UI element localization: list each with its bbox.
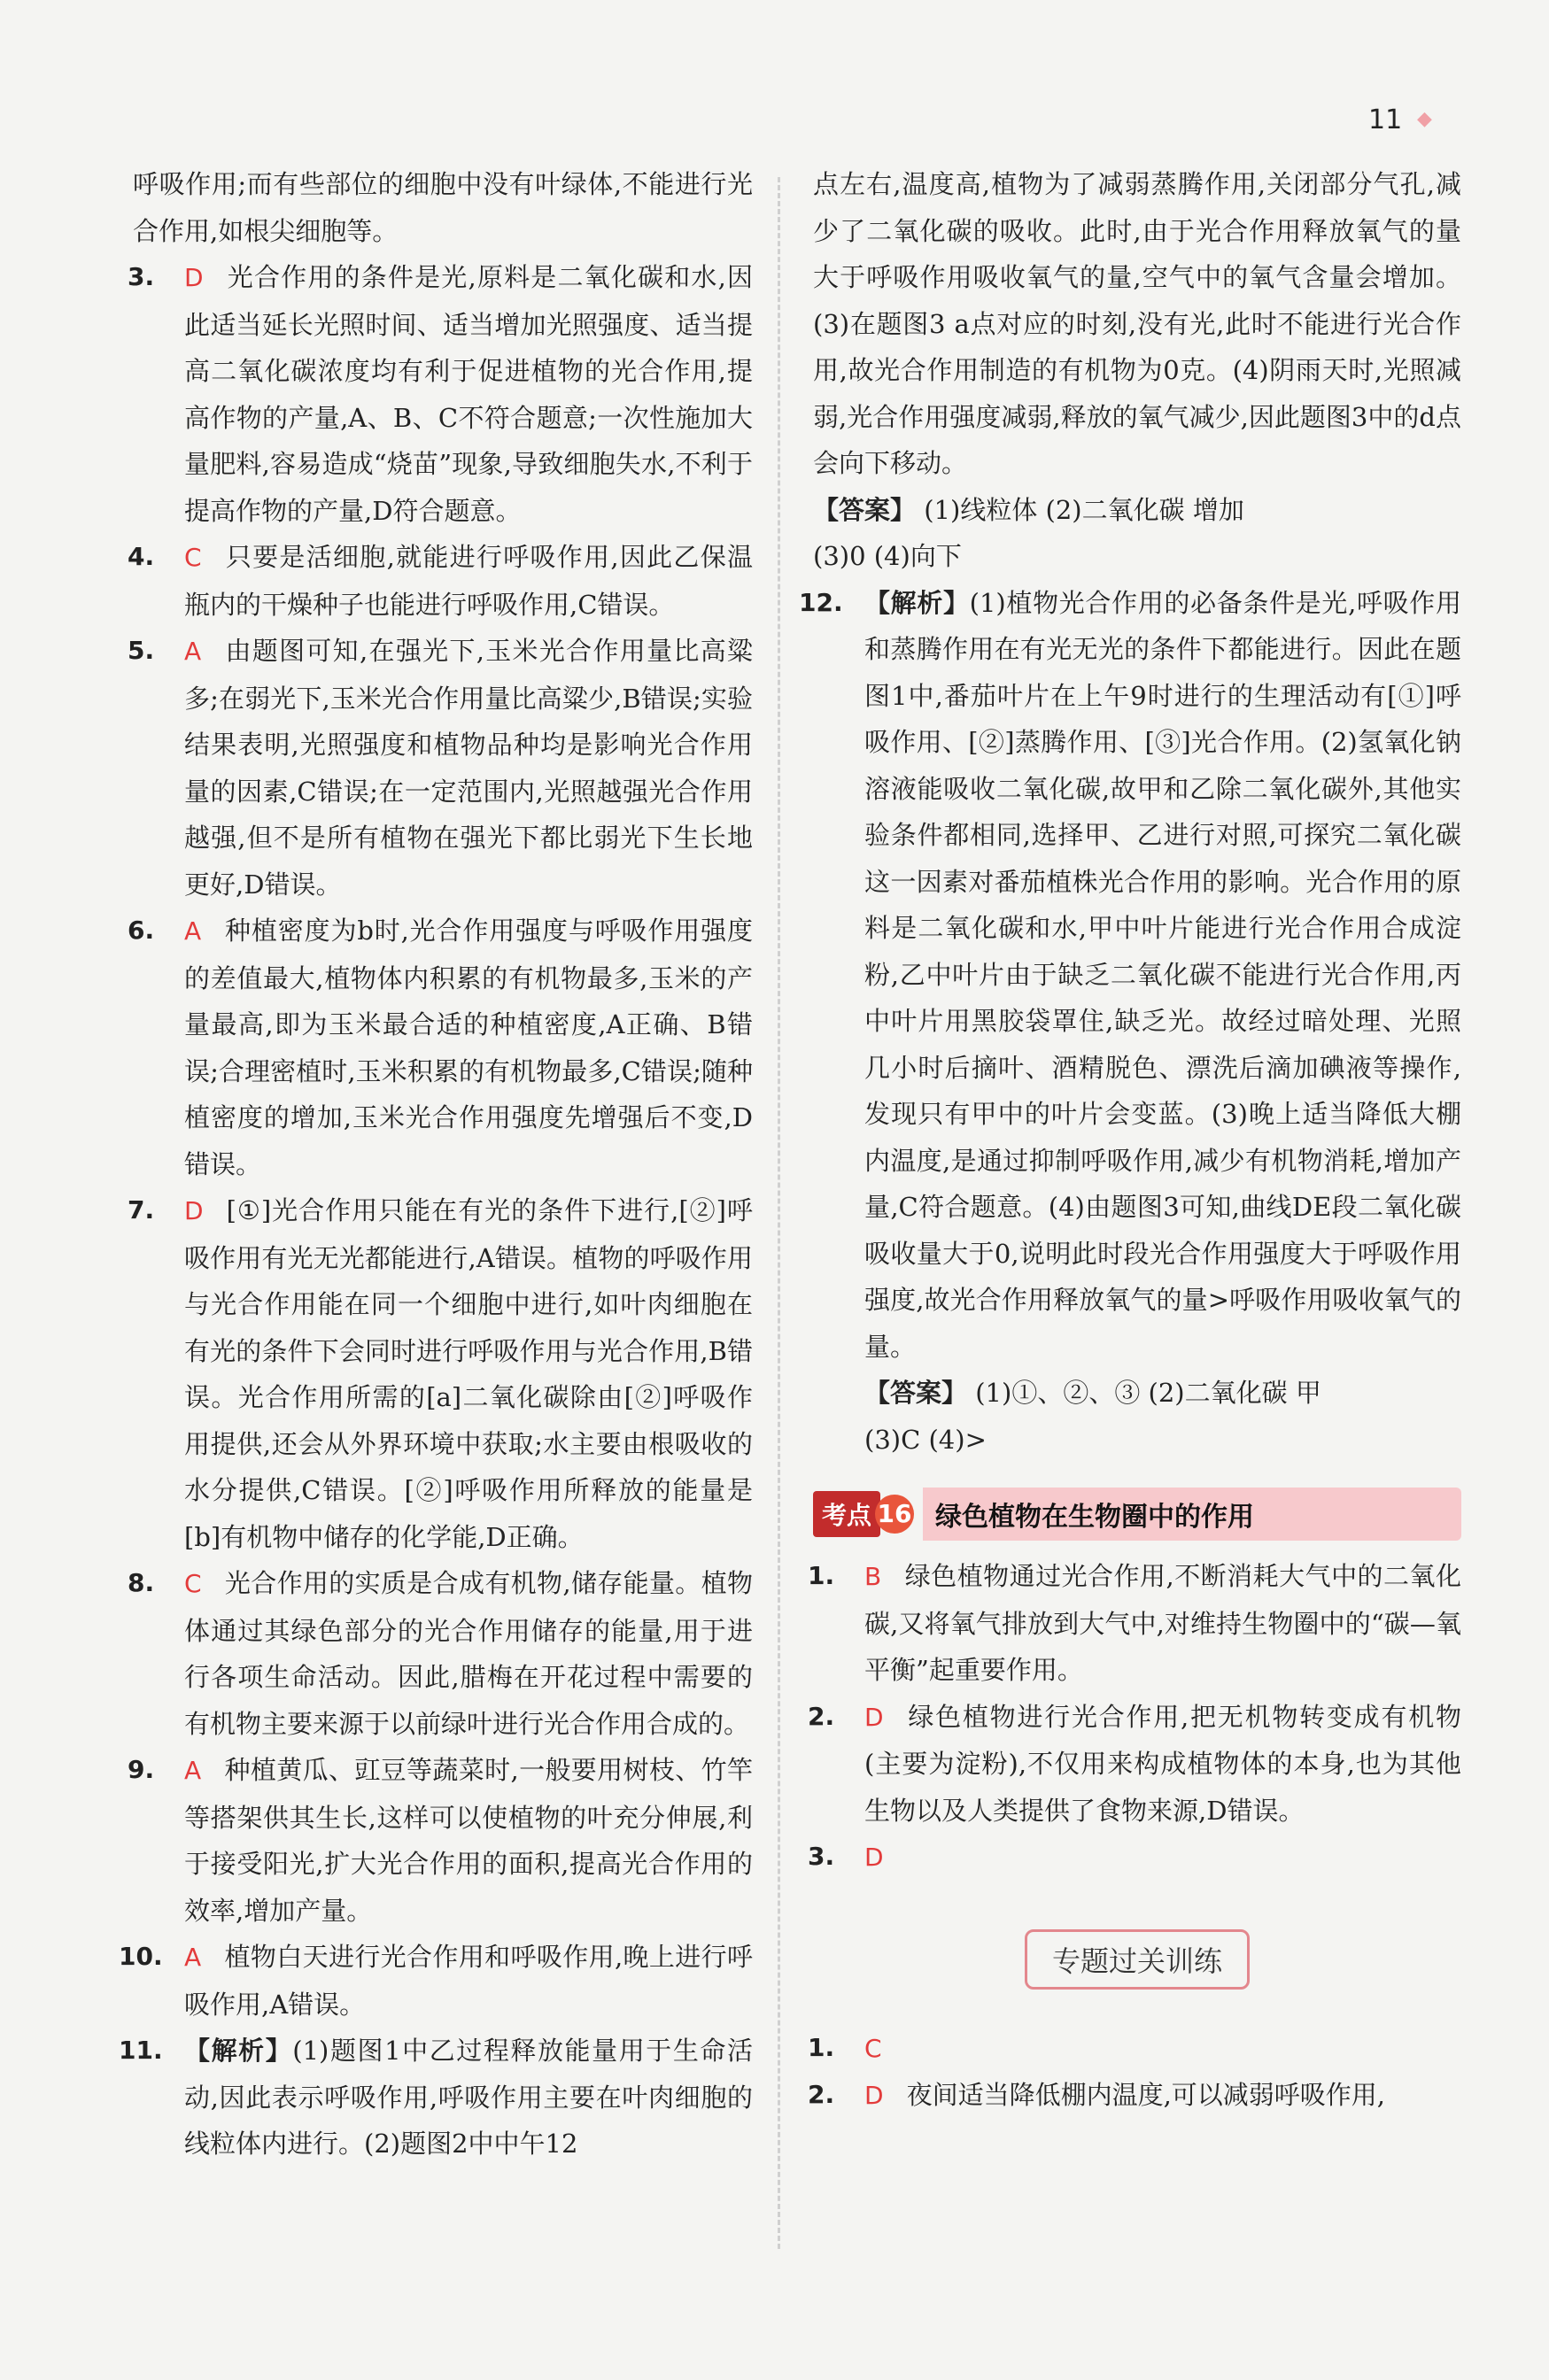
q12-answer: 【答案】 (1)①、②、③ (2)二氧化碳 甲 [864,1378,1321,1408]
answer-item-5: 5. A 由题图可知,在强光下,玉米光合作用量比高粱多;在弱光下,玉米光合作用量比高粱少,B错误;实验结果表明,光照强度和植物品种均是影响光合作用量的因素,C错误;在一定范围内,光照越强光合作用越强,但不是所有植物在强光下都比弱光下生长地更好,D错误。 [128,636,753,900]
training-item-2: 2. D 夜间适当降低棚内温度,可以减弱呼吸作用, [808,2080,1385,2110]
page-number: 11 [1368,104,1403,135]
section-item-3: 3. D [808,1842,884,1872]
answer-letter: A [184,637,202,666]
q11-continuation: 点左右,温度高,植物为了减弱蒸腾作用,关闭部分气孔,减少了二氧化碳的吸收。此时,由于光合作用释放氧气的量大于呼吸作用吸收氧气的量,空气中的氧气含量会增加。(3)在题图3 a点对应的时刻,没有光,此时不能进行光合作用,故光合作用制造的有机物为0克。(4)阴雨天时,光照减弱,光合作用强度减弱,释放的氧气减少,因此题图3中的d点会向下移动。 [813,169,1461,478]
right-column [799,161,1461,2120]
answer-item-8: 8. C 光合作用的实质是合成有机物,储存能量。植物体通过其绿色部分的光合作用储存的能量,用于进行各项生命活动。因此,腊梅在开花过程中需要的有机物主要来源于以前绿叶进行光合作用合成的。 [128,1568,753,1739]
answer-letter: B [864,1562,882,1591]
answer-item-11: 11. 【解析】(1)题图1中乙过程释放能量用于生命活动,因此表示呼吸作用,呼吸作用主要在叶肉细胞的线粒体内进行。(2)题图2中中午12 [119,2036,753,2159]
q11-answer: 【答案】 (1)线粒体 (2)二氧化碳 增加 [813,494,1244,525]
answer-letter: C [864,2033,882,2063]
training-item-1: 1. C [808,2032,882,2063]
answer-tag: 【答案】 [864,1378,968,1408]
answer-letter: D [864,2081,884,2110]
answer-item-9: 9. A 种植黄瓜、豇豆等蔬菜时,一般要用树枝、竹竿等搭架供其生长,这样可以使植物的叶充分伸展,利于接受阳光,扩大光合作用的面积,提高光合作用的效率,增加产量。 [128,1755,753,1926]
answer-letter: A [184,1943,202,1972]
section-item-2: 2. D 绿色植物进行光合作用,把无机物转变成有机物(主要为淀粉),不仅用来构成植物体的本身,也为其他生物以及人类提供了食物来源,D错误。 [808,1701,1461,1826]
answer-item-10: 10. A 植物白天进行光合作用和呼吸作用,晚上进行呼吸作用,A错误。 [119,1942,753,2020]
section-title: 绿色植物在生物圈中的作用 [923,1488,1461,1541]
column-divider [778,177,780,2249]
answer-item-6: 6. A 种植密度为b时,光合作用强度与呼吸作用强度的差值最大,植物体内积累的有机物最多,玉米的产量最高,即为玉米最合适的种植密度,A正确、B错误;合理密植时,玉米积累的有机物最多,C错误;随种植密度的增加,玉米光合作用强度先增强后不变,D错误。 [128,916,753,1179]
q11-answer-line2: (3)0 (4)向下 [813,541,962,571]
answer-letter: D [864,1702,884,1732]
training-header [813,1929,1461,1990]
answer-letter: C [184,543,202,572]
answer-letter: A [184,1756,202,1785]
section-item-1: 1. B 绿色植物通过光合作用,不断消耗大气中的二氧化碳,又将氧气排放到大气中,对维持生物圈中的“碳—氧平衡”起重要作用。 [808,1561,1461,1685]
answer-item-7: 7. D [①]光合作用只能在有光的条件下进行,[②]呼吸作用有光无光都能进行,A错误。植物的呼吸作用与光合作用能在同一个细胞中进行,如叶肉细胞在有光的条件下会同时进行呼吸作用与光合作用,B错误。光合作用所需的[a]二氧化碳除由[②]呼吸作用提供,还会从外界环境中获取;水主要由根吸收的水分提供,C错误。[②]呼吸作用所释放的能量是[b]有机物中储存的化学能,D正确。 [128,1195,753,1552]
left-column [119,161,753,2168]
analysis-tag: 【解析】 [864,587,970,618]
answer-item-3: 3. D 光合作用的条件是光,原料是二氧化碳和水,因此适当延长光照时间、适当增加光照强度、适当提高二氧化碳浓度均有利于促进植物的光合作用,提高作物的产量,A、B、C不符合题意;一次性施加大量肥料,容易造成“烧苗”现象,导致细胞失水,不利于提高作物的产量,D符合题意。 [128,262,753,526]
answer-letter: A [184,916,202,946]
diamond-icon: ◆ [1417,108,1432,130]
answer-item-12: 12. 【解析】(1)植物光合作用的必备条件是光,呼吸作用和蒸腾作用在有光无光的条件下都能进行。因此在题图1中,番茄叶片在上午9时进行的生理活动有[①]呼吸作用、[②]蒸腾作用、[③]光合作用。(2)氢氧化钠溶液能吸收二氧化碳,故甲和乙除二氧化碳外,其他实验条件都相同,选择甲、乙进行对照,可探究二氧化碳这一因素对番茄植株光合作用的影响。光合作用的原料是二氧化碳和水,甲中叶片能进行光合作用合成淀粉,乙中叶片由于缺乏二氧化碳不能进行光合作用,丙中叶片用黑胶袋罩住,缺乏光。故经过暗处理、光照几小时后摘叶、酒精脱色、漂洗后滴加碘液等操作,发现只有甲中的叶片会变蓝。(3)晚上适当降低大棚内温度,是通过抑制呼吸作用,减少有机物消耗,增加产量,C符合题意。(4)由题图3可知,曲线DE段二氧化碳吸收量大于0,说明此时段光合作用强度大于呼吸作用强度,故光合作用释放氧气的量>呼吸作用吸收氧气的量。 [799,587,1461,1362]
intro-text: 呼吸作用;而有些部位的细胞中没有叶绿体,不能进行光合作用,如根尖细胞等。 [133,169,753,246]
q12-answer-line2: (3)C (4)> [864,1424,987,1455]
section-badge: 考点 [813,1491,880,1537]
analysis-tag: 【解析】 [184,2036,293,2066]
answer-letter: C [184,1569,202,1598]
answer-letter: D [184,1196,204,1225]
section-header [813,1488,1461,1541]
answer-letter: D [864,1843,884,1872]
answer-letter: D [184,263,204,292]
answer-item-4: 4. C 只要是活细胞,就能进行呼吸作用,因此乙保温瓶内的干燥种子也能进行呼吸作用,C错误。 [128,542,753,620]
answer-tag: 【答案】 [813,494,917,525]
training-title: 专题过关训练 [1025,1929,1250,1990]
section-number: 16 [875,1495,914,1534]
